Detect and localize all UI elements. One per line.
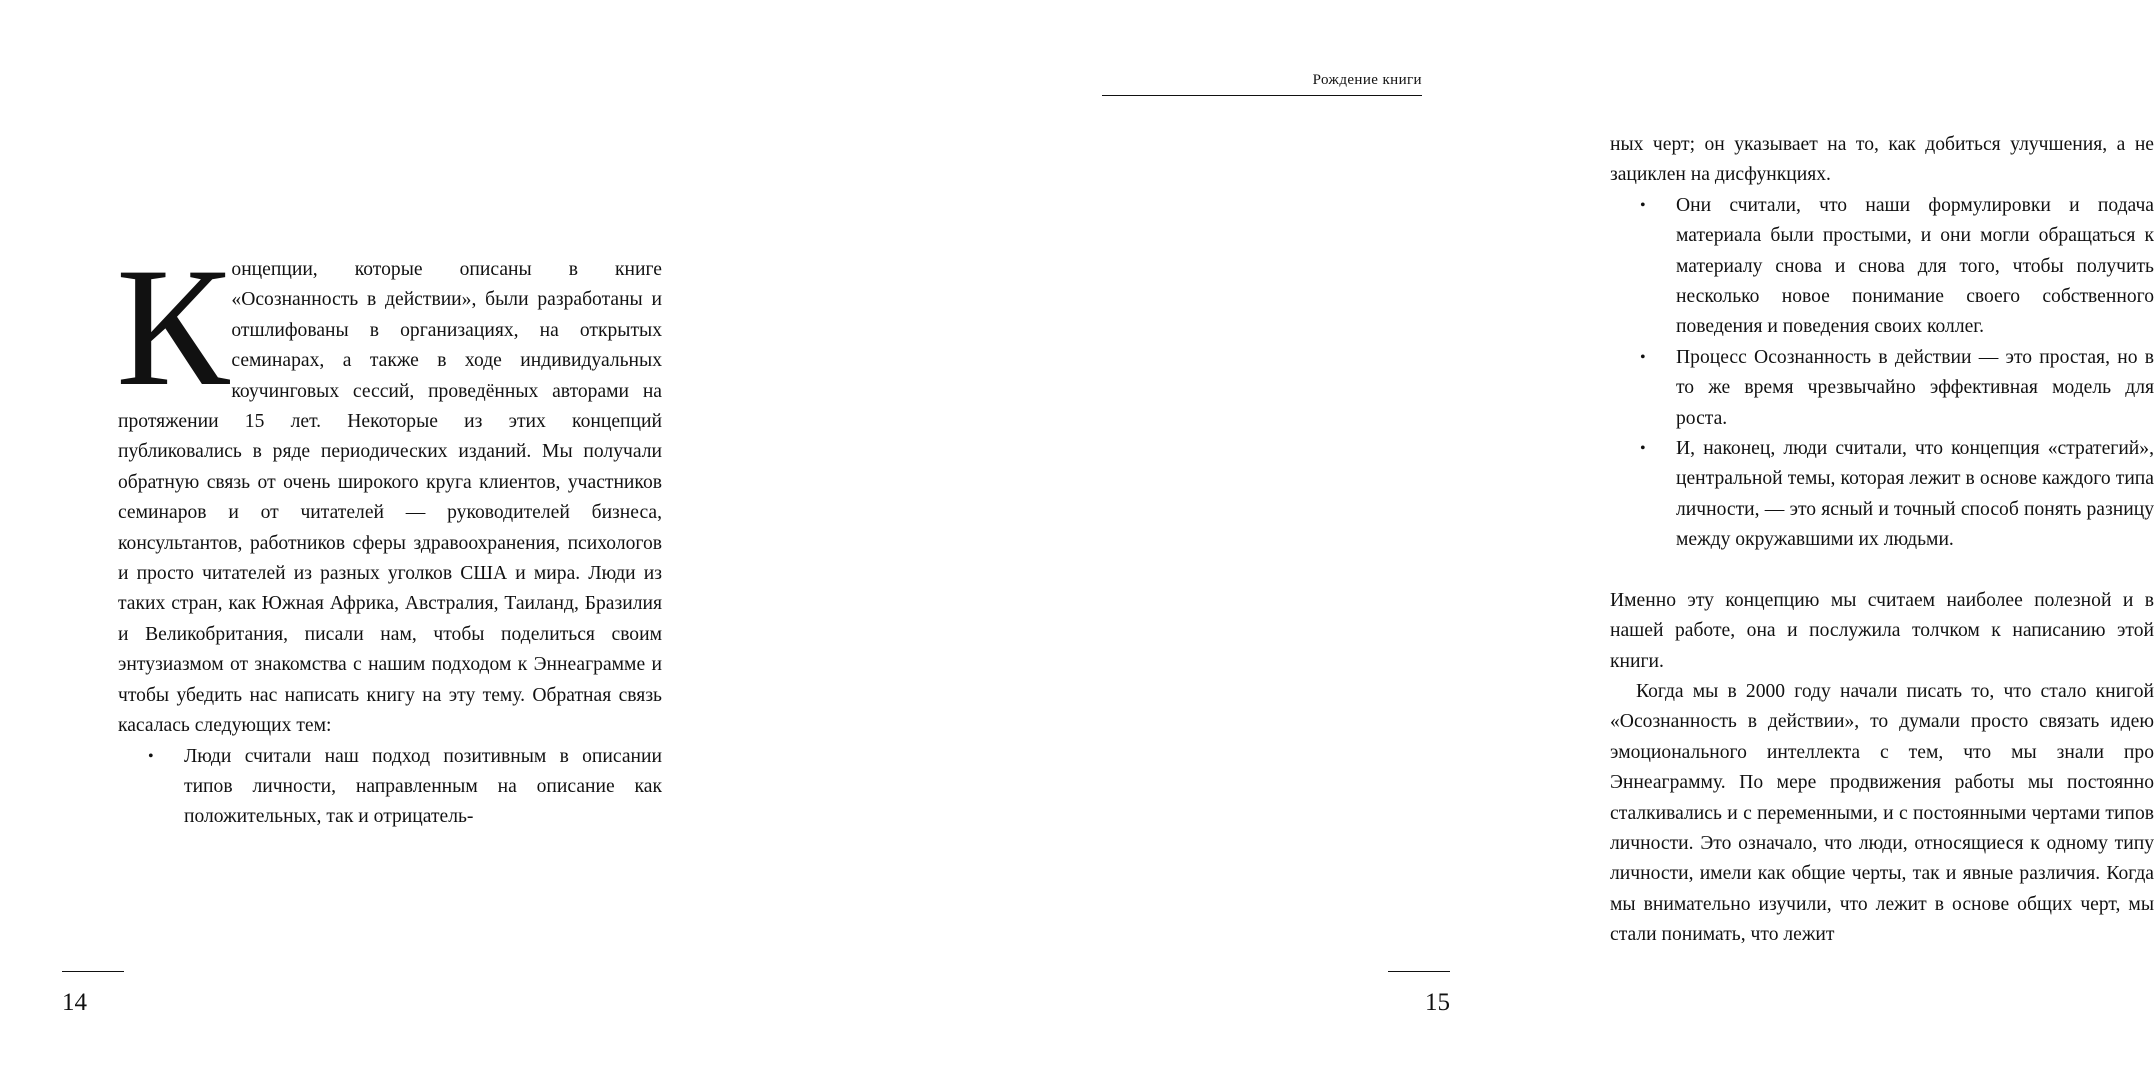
drop-cap-letter: К — [116, 233, 228, 421]
right-text-column — [1610, 130, 2154, 951]
list-item-text: Люди считали наш подход позитивным в описании типов личности, направленным на описание как положительных, так и отрицатель- — [184, 745, 662, 828]
folio-rule-right — [1388, 971, 1450, 972]
running-head-rule — [1102, 95, 1422, 96]
folio-rule-left — [62, 971, 124, 972]
page-right — [756, 0, 2154, 1080]
page-left — [0, 0, 756, 1080]
list-item — [118, 742, 662, 833]
list-item — [1610, 343, 2154, 434]
right-paragraph-2: Когда мы в 2000 году начали писать то, что стало книгой «Осознанность в действии», то думали просто связать идею эмоционального интеллекта с тем, что мы знали про Эннеаграмму. По мере продвижения работы мы постоянно сталкивались и с переменными, и с постоянными чертами типов личности. Это означало, что люди, относящиеся к одному типу личности, имели как общие черты, так и явные различия. Когда мы внимательно изучили, что лежит в основе общих черт, мы стали понимать, что лежит — [1610, 680, 2154, 946]
running-head — [1102, 72, 1422, 96]
bullet-icon: • — [148, 747, 154, 765]
running-head-text: Рождение книги — [1312, 72, 1422, 88]
list-item-text: Процесс Осознанность в действии — это простая, но в то же время чрезвычайно эффективная модель для роста. — [1676, 346, 2154, 429]
list-item — [1610, 191, 2154, 343]
left-bullet-list — [118, 742, 662, 833]
list-item-text: Они считали, что наши формулировки и подача материала были простыми, и они могли обращаться к материалу снова и снова для того, чтобы получить несколько новое понимание своего собственного поведения и поведения своих коллег. — [1676, 194, 2154, 338]
page-number-right: 15 — [1425, 989, 1450, 1016]
page-number-left: 14 — [62, 989, 87, 1016]
left-paragraph-1: онцепции, которые описаны в книге «Осознанность в действии», были разработаны и отшлифованы в организациях, на открытых семинарах, а также в ходе индивидуальных коучинговых сессий, проведённых авторами на протяжении 15 лет. Некоторые из этих концепций публиковались в ряде периодических изданий. Мы получали обратную связь от очень широкого круга клиентов, участников семинаров и от читателей — руководителей бизнеса, консультантов, работников сферы здравоохранения, психологов и просто читателей из разных уголков США и мира. Люди из таких стран, как Южная Африка, Австралия, Таиланд, Бразилия и Великобритания, писали нам, чтобы поделиться своим энтузиазмом от знакомства с нашим подходом к Эннеаграмме и чтобы убедить нас написать книгу на эту тему. Обратная связь касалась следующих тем: — [118, 259, 662, 737]
bullet-icon: • — [1640, 348, 1646, 366]
left-text-column — [116, 233, 662, 833]
right-bullet-list — [1610, 191, 2154, 556]
right-paragraph-1: Именно эту концепцию мы считаем наиболее полезной и в нашей работе, она и послужила толчком к написанию этой книги. — [1610, 589, 2154, 672]
list-item — [1610, 434, 2154, 556]
left-first-paragraph-block — [116, 233, 662, 742]
right-continuation-text: ных черт; он указывает на то, как добиться улучшения, а не зациклен на дисфункциях. — [1610, 134, 2154, 186]
bullet-icon: • — [1640, 440, 1646, 458]
bullet-icon: • — [1640, 196, 1646, 214]
list-item-text: И, наконец, люди считали, что концепция «стратегий», центральной темы, которая лежит в основе каждого типа личности, — это ясный и точный способ понять разницу между окружавшими их людьми. — [1676, 438, 2154, 551]
